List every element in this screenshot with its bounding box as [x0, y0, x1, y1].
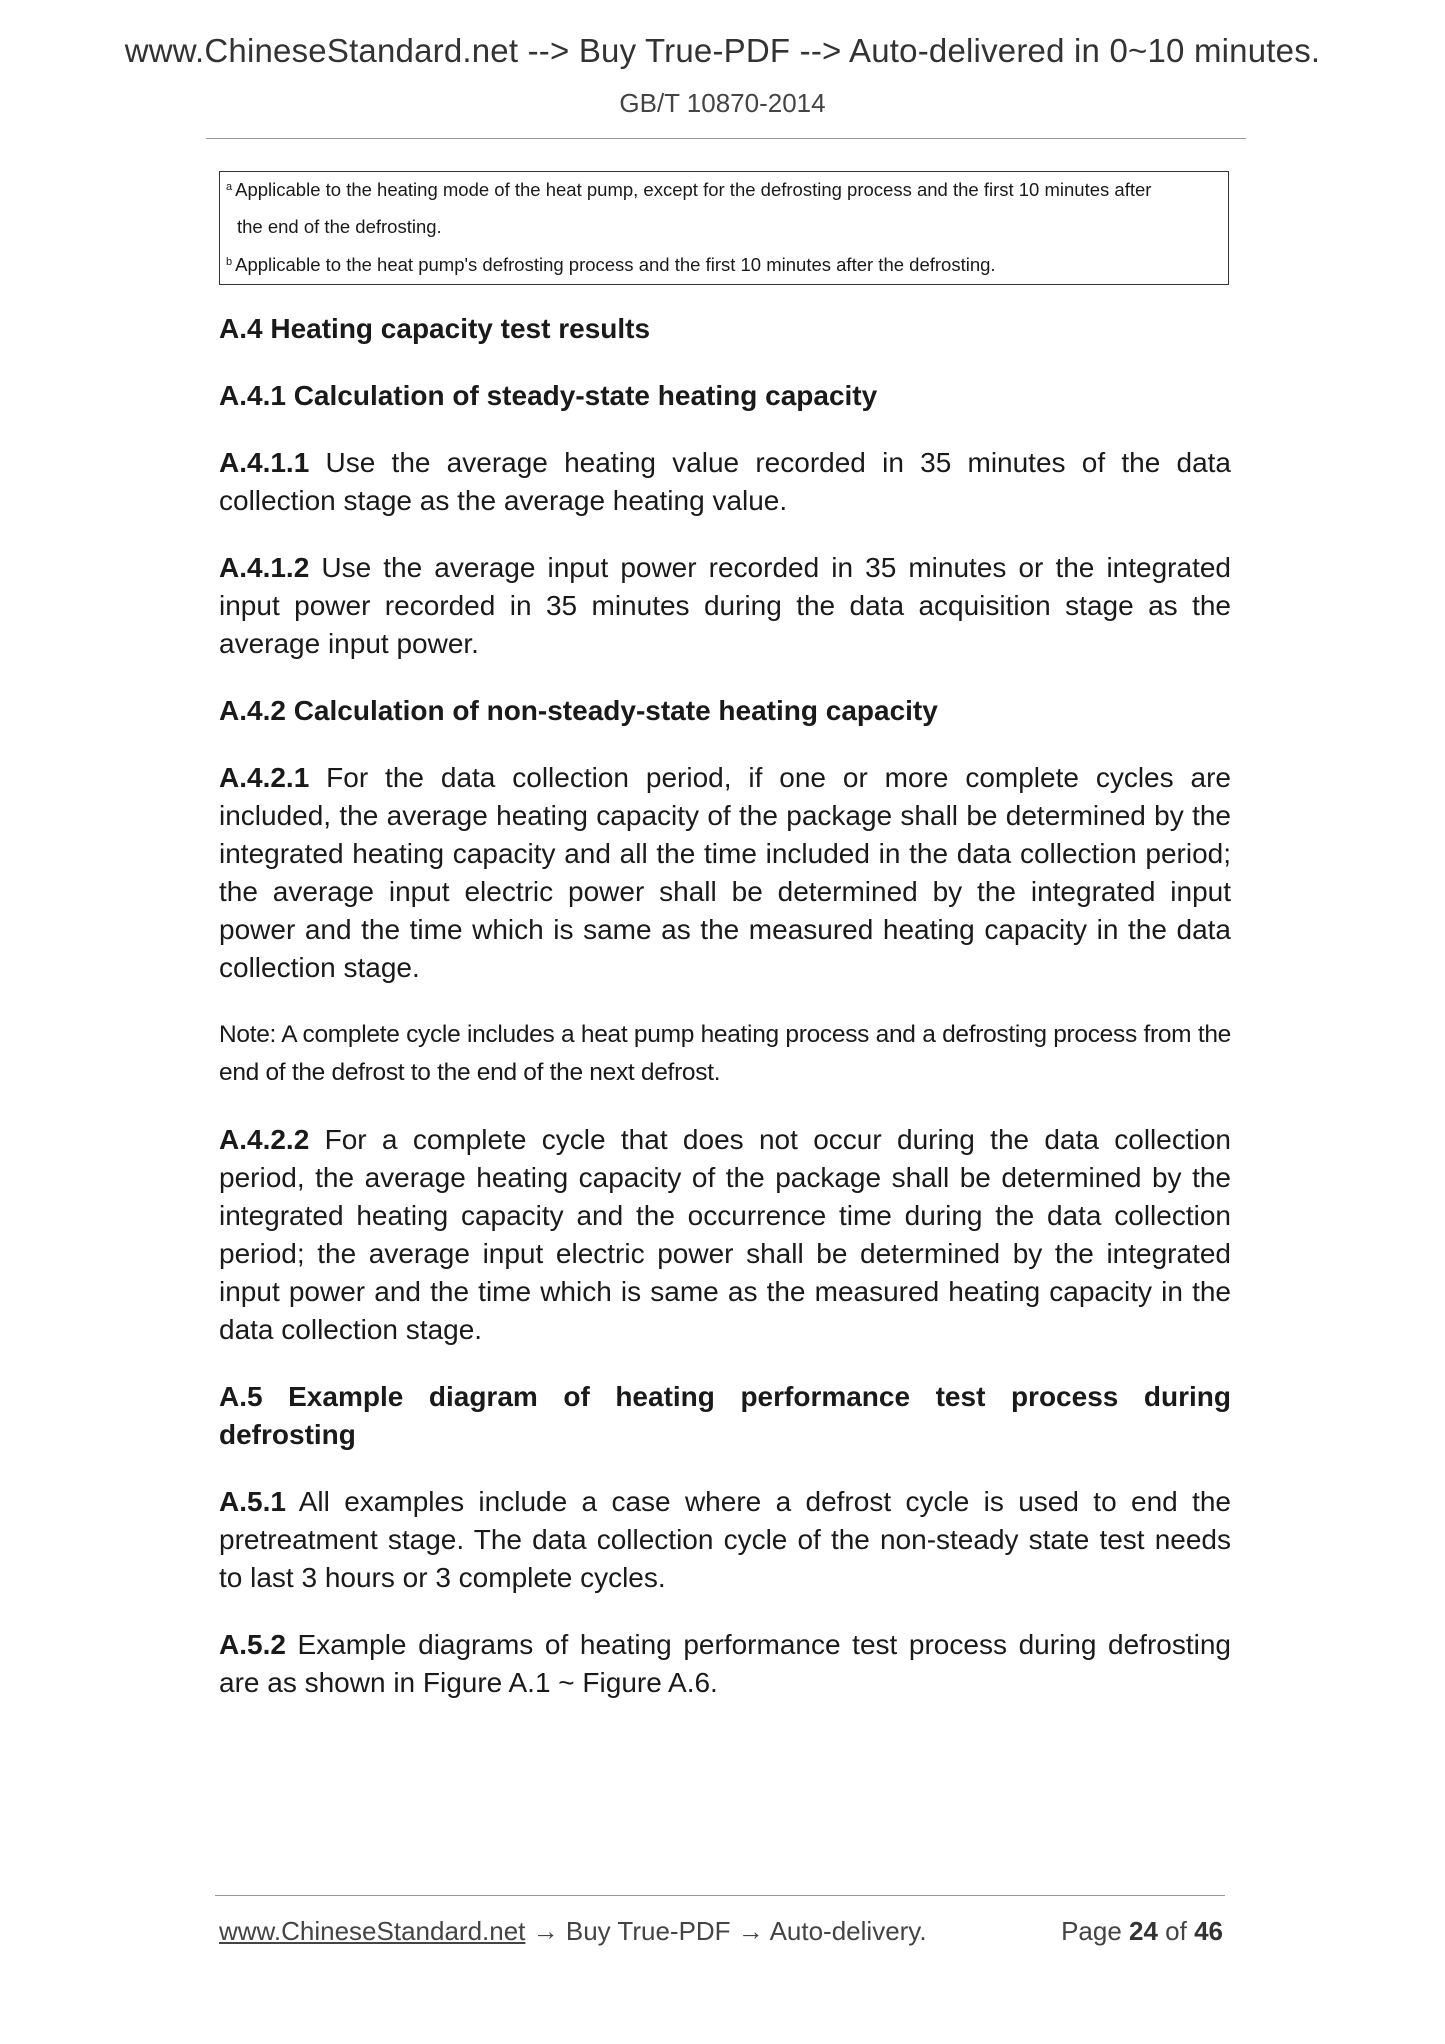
note-b-text: Applicable to the heat pump's defrosting process and the first 10 minutes after the defrosting.: [235, 254, 996, 275]
clause-text: For a complete cycle that does not occur during the data collection period, the average heating capacity of the package shall be determined by the integrated heating capacity and the occurrence time during the data collection period; the average input electric power shall be determined by the integrated input power and the time which is same as the measured heating capacity in the data collection stage.: [219, 1124, 1231, 1345]
document-body: [219, 310, 1231, 1731]
clause-number: A.4.2.1: [219, 762, 310, 793]
table-note-a-continued: the end of the defrosting.: [237, 216, 442, 237]
of-label: of: [1157, 1916, 1195, 1946]
page-indicator: [1061, 1916, 1223, 1947]
paragraph-a412: [219, 549, 1231, 663]
heading-a41: A.4.1 Calculation of steady-state heating capacity: [219, 380, 878, 411]
clause-text: Example diagrams of heating performance test process during defrosting are as shown in Figure A.1 ~ Figure A.6.: [219, 1629, 1231, 1698]
paragraph-a421: [219, 759, 1231, 987]
clause-number: A.4.1.2: [219, 552, 310, 583]
note-a-mark: a: [226, 181, 233, 193]
page-current: 24: [1129, 1916, 1158, 1946]
clause-number: A.4.2.2: [219, 1124, 310, 1155]
footer-promo: [219, 1916, 927, 1947]
clause-text: Use the average input power recorded in 35 minutes or the integrated input power recorded in 35 minutes during the data acquisition stage as the average input power.: [219, 552, 1231, 659]
clause-text: For the data collection period, if one or more complete cycles are included, the average heating capacity of the package shall be determined by the integrated heating capacity and all the time included in the data collection period; the average input electric power shall be determined by the integrated input power and the time which is same as the measured heating capacity in the data collection stage.: [219, 762, 1231, 983]
note-b-mark: b: [226, 256, 233, 268]
footer-site-link[interactable]: www.ChineseStandard.net: [219, 1916, 526, 1946]
footer-divider: [215, 1895, 1225, 1896]
clause-text: Use the average heating value recorded in 35 minutes of the data collection stage as the average heating value.: [219, 447, 1231, 516]
note-a-text: Applicable to the heating mode of the heat pump, except for the defrosting process and the first 10 minutes after: [235, 179, 1152, 200]
paragraph-a52: [219, 1626, 1231, 1702]
page-total: 46: [1194, 1916, 1223, 1946]
clause-number: A.5.2: [219, 1629, 286, 1660]
clause-text: All examples include a case where a defrost cycle is used to end the pretreatment stage. The data collection cycle of the non-steady state test needs to last 3 hours or 3 complete cycles.: [219, 1486, 1231, 1593]
clause-number: A.5.1: [219, 1486, 286, 1517]
page-label: Page: [1061, 1916, 1130, 1946]
heading-a42: A.4.2 Calculation of non-steady-state heating capacity: [219, 695, 938, 726]
heading-a5: A.5 Example diagram of heating performance test process during defrosting: [219, 1381, 1231, 1450]
standard-number: GB/T 10870-2014: [619, 88, 826, 118]
clause-number: A.4.1.1: [219, 447, 310, 478]
table-note-b: [226, 254, 996, 276]
paragraph-a51: [219, 1483, 1231, 1597]
header-divider: [206, 138, 1246, 139]
table-note-a: [226, 179, 1151, 201]
table-notes-box: [219, 171, 1229, 285]
note-complete-cycle: Note: A complete cycle includes a heat pump heating process and a defrosting process from the end of the defrost to the end of the next defrost.: [219, 1021, 1231, 1086]
site-banner[interactable]: www.ChineseStandard.net --> Buy True-PDF --> Auto-delivered in 0~10 minutes.: [124, 32, 1321, 69]
heading-a4: A.4 Heating capacity test results: [219, 313, 651, 344]
footer-tagline: → Buy True-PDF → Auto-delivery.: [525, 1916, 927, 1946]
paragraph-a411: [219, 444, 1231, 520]
paragraph-a422: [219, 1121, 1231, 1349]
